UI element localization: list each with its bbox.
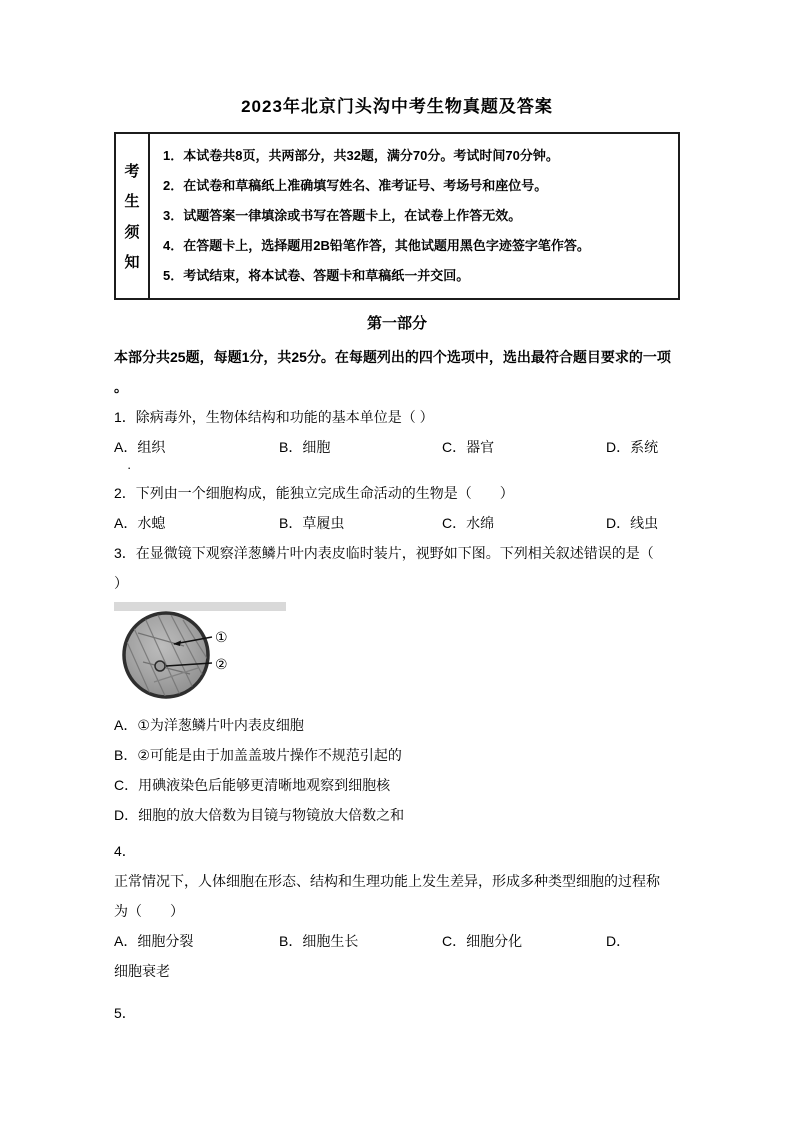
candidate-notice-box — [114, 132, 680, 300]
question-3-option-a: A．①为洋葱鳞片叶内表皮细胞 — [114, 717, 304, 733]
document-content — [114, 90, 680, 1028]
notice-item: 5．考试结束，将本试卷、答题卡和草稿纸一并交回。 — [163, 268, 470, 283]
section-heading: 第一部分 — [366, 315, 427, 332]
notice-label-char: 考 — [124, 163, 140, 180]
figure-gray-strip — [114, 602, 286, 611]
question-1-options — [114, 432, 680, 462]
notice-item: 2．在试卷和草稿纸上准确填写姓名、准考证号、考场号和座位号。 — [163, 178, 548, 193]
option-b: B．细胞 — [279, 439, 331, 455]
option-c: C．细胞分化 — [442, 933, 523, 949]
notice-label-char: 生 — [124, 193, 140, 211]
option-a: A．细胞分裂 — [114, 933, 194, 949]
question-3-option-b: B．②可能是由于加盖盖玻片操作不规范引起的 — [114, 747, 402, 763]
notice-label-char: 知 — [124, 253, 140, 271]
question-5-number: 5． — [114, 1005, 136, 1021]
notice-item: 4．在答题卡上，选择题用2B铅笔作答，其他试题用黑色字迹签字笔作答。 — [163, 238, 590, 253]
question-3-text-tail: ） — [114, 575, 128, 591]
figure-label-1: ① — [215, 629, 228, 645]
option-b: B．草履虫 — [279, 515, 345, 531]
air-bubble — [155, 661, 165, 671]
figure-label-2: ② — [215, 656, 228, 672]
question-3-text: 3．在显微镜下观察洋葱鳞片叶内表皮临时装片，视野如下图。下列相关叙述错误的是（ — [114, 545, 654, 561]
notice-label-char: 须 — [124, 223, 140, 241]
candidate-notice-label — [116, 134, 150, 298]
candidate-notice-items — [150, 134, 678, 298]
microscope-field-circle — [124, 613, 208, 697]
question-2-text: 2．下列由一个细胞构成，能独立完成生命活动的生物是（ ） — [114, 485, 514, 501]
question-3-option-d: D．细胞的放大倍数为目镜与物镜放大倍数之和 — [114, 807, 405, 823]
question-3-figure — [114, 602, 294, 702]
page-title: 2023年北京门头沟中考生物真题及答案 — [241, 97, 553, 116]
question-4-number: 4． — [114, 843, 136, 859]
stray-dot-mark: · — [127, 460, 132, 475]
option-a: A．组织 — [114, 439, 166, 455]
option-b: B．细胞生长 — [279, 933, 359, 949]
question-4-option-d-wrap: 细胞衰老 — [114, 963, 170, 979]
option-d: D．线虫 — [606, 515, 659, 531]
question-2-options — [114, 508, 680, 538]
option-c: C．器官 — [442, 439, 495, 455]
notice-item: 3．试题答案一律填涂或书写在答题卡上，在试卷上作答无效。 — [163, 208, 522, 223]
option-a: A．水螅 — [114, 515, 166, 531]
notice-item: 1．本试卷共8页，共两部分，共32题，满分70分。考试时间70分钟。 — [163, 148, 559, 163]
option-c: C．水绵 — [442, 515, 495, 531]
question-1-text: 1．除病毒外，生物体结构和功能的基本单位是（ ） — [114, 409, 434, 425]
question-3-option-c: C．用碘液染色后能够更清晰地观察到细胞核 — [114, 777, 391, 793]
question-4-text-continued: 为（ ） — [114, 903, 184, 919]
section-intro: 本部分共25题，每题1分，共25分。在每题列出的四个选项中，选出最符合题目要求的一项 — [114, 349, 671, 365]
question-4-text: 正常情况下，人体细胞在形态、结构和生理功能上发生差异，形成多种类型细胞的过程称 — [114, 873, 660, 889]
option-d: D．系统 — [606, 439, 659, 455]
section-intro-tail: 。 — [114, 379, 128, 395]
micrograph-microscope-view — [114, 602, 294, 702]
option-d: D． — [606, 933, 631, 949]
question-4-options — [114, 926, 680, 956]
